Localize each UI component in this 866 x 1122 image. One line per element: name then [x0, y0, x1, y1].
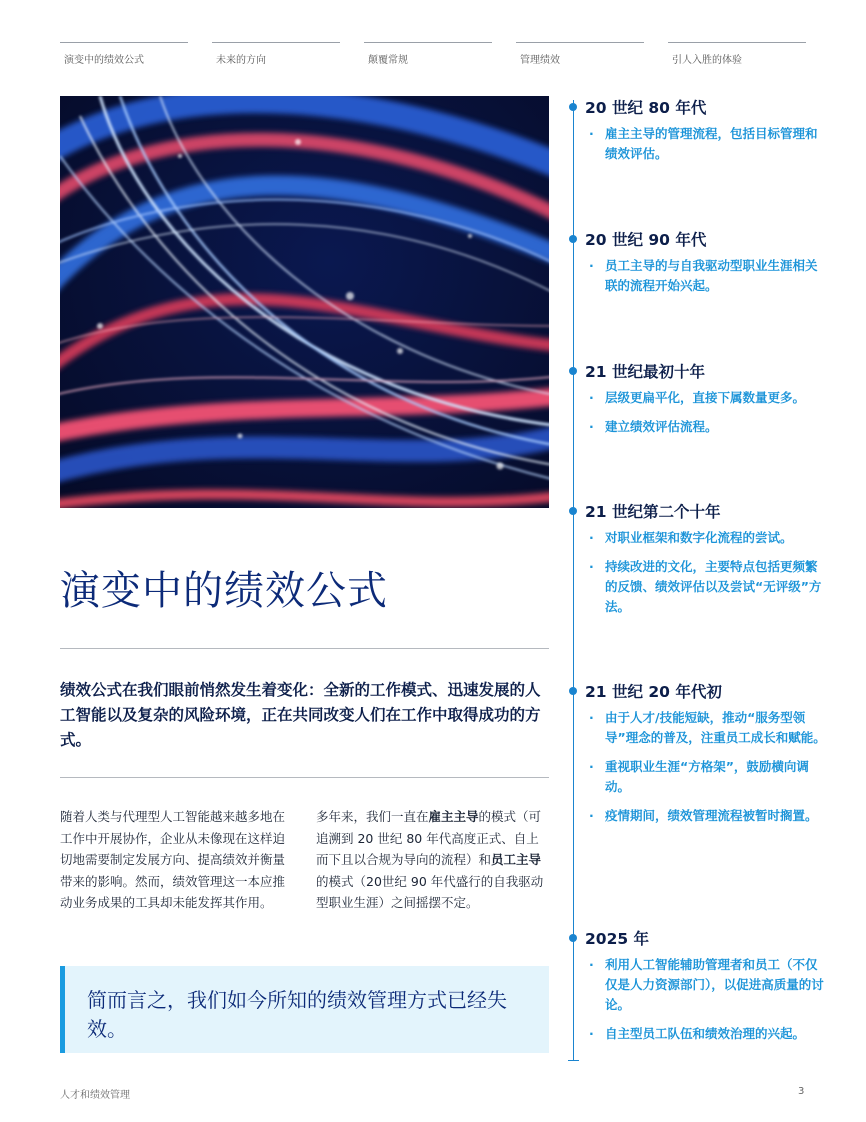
divider	[60, 777, 549, 778]
hero-image	[60, 96, 549, 508]
timeline-item: · 由于人才/技能短缺，推动“服务型领导”理念的普及，注重员工成长和赋能。	[589, 710, 826, 745]
timeline-item: · 持续改进的文化，主要特点包括更频繁的反馈、绩效评估以及尝试“无评级”方法。	[589, 559, 822, 614]
bold-term-employer-led: 雇主主导	[428, 809, 479, 824]
nav-item-evolving-formula[interactable]: 演变中的绩效公式	[60, 42, 188, 66]
nav-item-future-direction[interactable]: 未来的方向	[212, 42, 340, 66]
timeline-heading: 20 世纪 80 年代	[585, 99, 707, 117]
timeline-dot	[569, 934, 577, 942]
nav-item-engaging-experience[interactable]: 引人入胜的体验	[668, 42, 806, 66]
lead-paragraph: 绩效公式在我们眼前悄然发生着变化：全新的工作模式、迅速发展的人工智能以及复杂的风险环境，正在共同改变人们在工作中取得成功的方式。	[60, 681, 541, 749]
timeline-heading: 20 世纪 90 年代	[585, 231, 707, 249]
timeline-dot	[569, 687, 577, 695]
light-streaks-graphic	[60, 96, 549, 508]
body-column-left: 随着人类与代理型人工智能越来越多地在工作中开展协作，企业从未像现在这样迫切地需要制定发展方向、提高绩效并衡量带来的影响。然而，绩效管理这一本应推动业务成果的工具却未能发挥其作用。	[60, 809, 286, 910]
callout-quote: 简而言之，我们如今所知的绩效管理方式已经失效。	[60, 966, 549, 1053]
section-nav	[60, 42, 806, 72]
body-column-right: 多年来，我们一直在雇主主导的模式（可追溯到 20 世纪 80 年代高度正式、自上而下且以合规为导向的流程）和员工主导的模式（20世纪 90 年代盛行的自我驱动型职业生涯）之间摇摆不定。	[316, 809, 544, 910]
page-title: 演变中的绩效公式	[60, 567, 388, 614]
nav-item-manage-performance[interactable]: 管理绩效	[516, 42, 644, 66]
timeline-item: · 疫情期间，绩效管理流程被暂时搁置。	[589, 808, 818, 823]
timeline-item: · 利用人工智能辅助管理者和员工（不仅仅是人力资源部门），以促进高质量的讨论。	[589, 957, 824, 1012]
timeline-item: · 雇主主导的管理流程，包括目标管理和绩效评估。	[589, 126, 818, 161]
nav-item-disrupt-norms[interactable]: 颠覆常规	[364, 42, 492, 66]
divider	[60, 648, 549, 649]
timeline-item: · 对职业框架和数字化流程的尝试。	[589, 530, 793, 545]
timeline-axis	[573, 100, 574, 1060]
timeline-dot	[569, 103, 577, 111]
bold-term-employee-led: 员工主导	[491, 852, 542, 867]
timeline-dot	[569, 235, 577, 243]
timeline-heading: 2025 年	[585, 930, 650, 948]
timeline-end-cap	[568, 1060, 579, 1061]
timeline-item: · 层级更扁平化，直接下属数量更多。	[589, 390, 806, 405]
timeline-item: · 建立绩效评估流程。	[589, 419, 718, 434]
page-number: 3	[798, 1086, 805, 1097]
timeline-item: · 自主型员工队伍和绩效治理的兴起。	[589, 1026, 806, 1041]
timeline-heading: 21 世纪 20 年代初	[585, 683, 722, 701]
timeline-dot	[569, 367, 577, 375]
timeline-dot	[569, 507, 577, 515]
timeline-item: · 重视职业生涯“方格架”，鼓励横向调动。	[589, 759, 809, 794]
footer-title: 人才和绩效管理	[60, 1090, 130, 1101]
timeline-heading: 21 世纪最初十年	[585, 363, 705, 381]
timeline-item: · 员工主导的与自我驱动型职业生涯相关联的流程开始兴起。	[589, 258, 818, 293]
timeline-heading: 21 世纪第二个十年	[585, 503, 721, 521]
